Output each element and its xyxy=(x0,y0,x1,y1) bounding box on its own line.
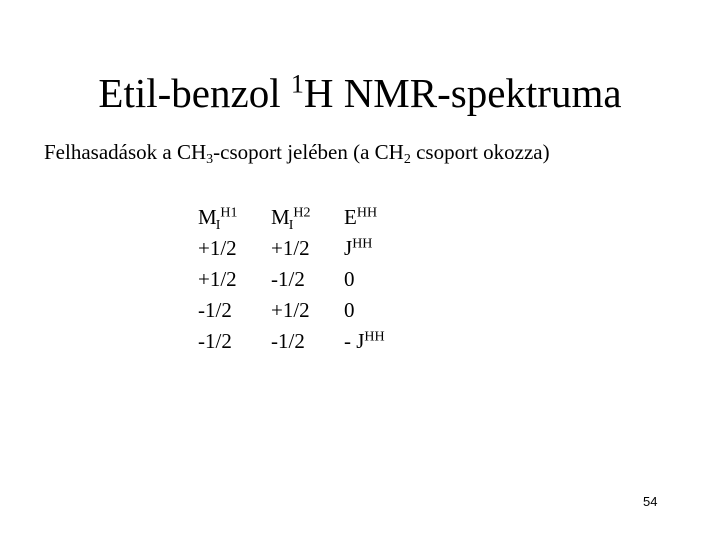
subtitle-sub-3: 3 xyxy=(206,152,214,168)
table-cell xyxy=(344,326,454,357)
table-cell: 0 xyxy=(344,267,355,291)
header-sup: H1 xyxy=(220,205,238,221)
subtitle-part-1: Felhasadások a CH xyxy=(44,140,207,164)
table-cell: +1/2 xyxy=(198,267,237,291)
column-ehh xyxy=(344,202,454,357)
page-title xyxy=(0,68,720,118)
header-main: M xyxy=(198,205,217,229)
title-rest: H NMR-spektruma xyxy=(303,70,622,116)
subtitle xyxy=(44,138,550,166)
subtitle-sub-2: 2 xyxy=(403,152,411,168)
subtitle-part-3: csoport okozza) xyxy=(410,140,550,164)
table-cell: +1/2 xyxy=(271,298,310,322)
title-text: Etil-benzol xyxy=(98,70,291,116)
header-main: M xyxy=(271,205,290,229)
cell-sup: HH xyxy=(364,329,385,345)
header-sup: H2 xyxy=(293,205,311,221)
table-cell: -1/2 xyxy=(271,267,305,291)
header-sub: I xyxy=(215,217,221,233)
header-main: E xyxy=(344,205,357,229)
subtitle-part-2: -csoport jelében (a CH xyxy=(213,140,404,164)
table-cell xyxy=(344,233,454,264)
table-cell: +1/2 xyxy=(198,236,237,260)
table-cell: -1/2 xyxy=(198,298,232,322)
cell-sup: HH xyxy=(352,236,373,252)
cell-main: J xyxy=(344,236,353,260)
header-sup: HH xyxy=(356,205,378,221)
header-sub: I xyxy=(288,217,294,233)
page-number: 54 xyxy=(643,494,658,509)
cell-main: - J xyxy=(344,329,365,353)
table-cell: -1/2 xyxy=(198,329,232,353)
table-cell: -1/2 xyxy=(271,329,305,353)
title-superscript: 1 xyxy=(290,69,304,99)
column-header-ehh xyxy=(344,202,454,233)
table-cell: +1/2 xyxy=(271,236,310,260)
table-cell: 0 xyxy=(344,298,355,322)
